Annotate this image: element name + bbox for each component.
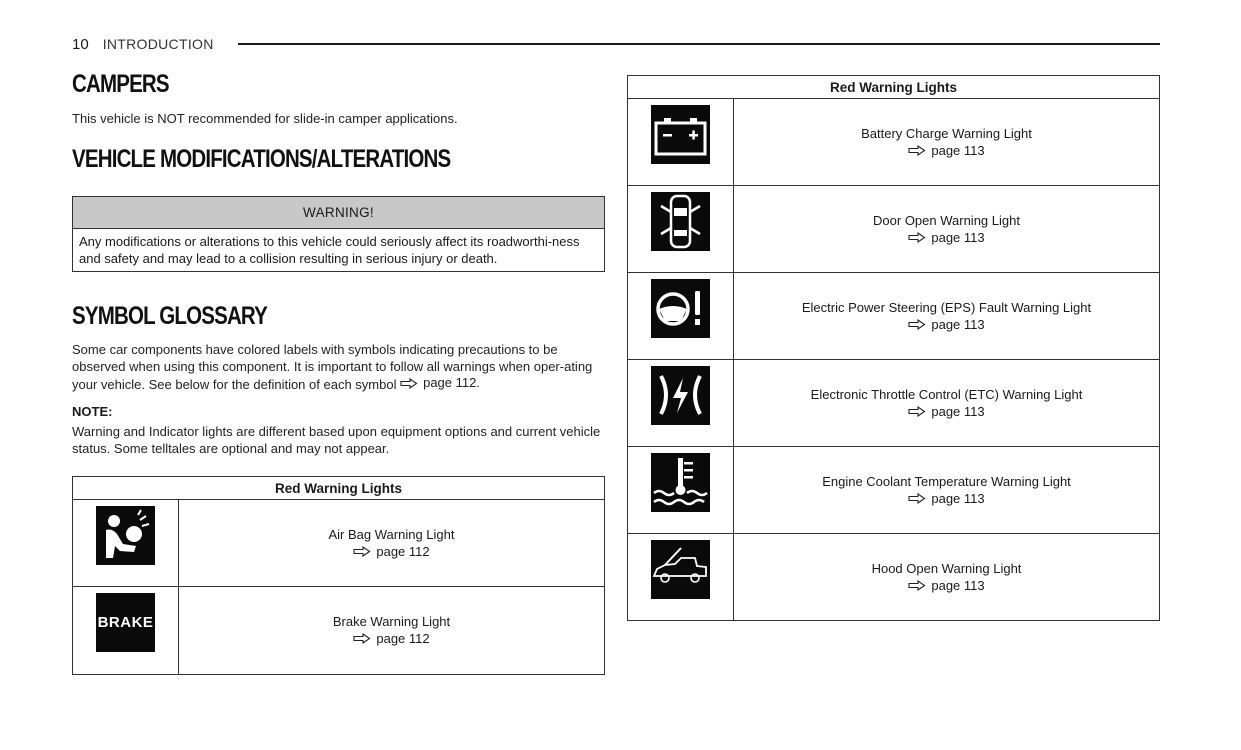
page-ref-link[interactable] xyxy=(908,316,984,333)
page-ref-link[interactable] xyxy=(908,142,984,159)
page-arrow-icon xyxy=(908,406,926,417)
brake-icon xyxy=(96,593,155,652)
table-row xyxy=(628,534,1160,621)
campers-heading: CAMPERS xyxy=(72,70,169,98)
left-warning-table xyxy=(72,476,605,675)
glossary-paragraph: Some car components have colored labels with symbols indicating precautions to be observed when using this component. It is important to follow all warnings when oper-ating your vehicle. See below for the definition of each symbol xyxy=(72,342,593,392)
table-row xyxy=(73,587,605,675)
page-arrow-icon xyxy=(400,378,418,389)
page-arrow-icon xyxy=(353,546,371,557)
page-ref-text: page 113 xyxy=(931,229,985,245)
hood-open-icon xyxy=(651,540,710,599)
page-ref-text: page 113 xyxy=(931,142,985,158)
page-number: 10 xyxy=(72,35,89,53)
glossary-page-ref[interactable] xyxy=(400,375,480,392)
light-name: Battery Charge Warning Light xyxy=(861,125,1032,141)
airbag-icon xyxy=(96,506,155,565)
page-ref-text: page 113 xyxy=(931,490,985,506)
light-name: Door Open Warning Light xyxy=(873,212,1020,228)
page-ref-text: page 113 xyxy=(931,316,985,332)
light-name: Electric Power Steering (EPS) Fault Warning Light xyxy=(801,299,1092,315)
glossary-ref-text: page 112. xyxy=(423,375,480,390)
steering-fault-icon xyxy=(651,279,710,338)
table-row xyxy=(628,360,1160,447)
table-header: Red Warning Lights xyxy=(73,477,605,500)
table-row xyxy=(73,500,605,587)
page-arrow-icon xyxy=(908,580,926,591)
note-label: NOTE: xyxy=(72,404,113,419)
page-ref-text: page 112 xyxy=(376,631,430,646)
page-ref-link[interactable] xyxy=(908,490,984,507)
battery-icon xyxy=(651,105,710,164)
brake-icon-label: BRAKE xyxy=(97,614,154,631)
light-name: Electronic Throttle Control (ETC) Warning Light xyxy=(810,386,1083,402)
page-ref-text: page 113 xyxy=(931,403,985,419)
note-text: Warning and Indicator lights are different based upon equipment options and current vehicle status. Some telltales are optional and may not appear. xyxy=(72,424,601,456)
header-rule xyxy=(238,43,1160,45)
light-name: Hood Open Warning Light xyxy=(871,560,1022,576)
glossary-text xyxy=(72,342,604,393)
page-ref-text: page 112 xyxy=(376,543,430,559)
page-arrow-icon xyxy=(908,232,926,243)
table-header: Red Warning Lights xyxy=(628,76,1160,99)
page-arrow-icon xyxy=(353,633,371,644)
light-name: Brake Warning Light xyxy=(332,614,451,629)
warning-box xyxy=(72,196,605,272)
page-ref-link[interactable] xyxy=(353,630,429,647)
campers-text: This vehicle is NOT recommended for slide-in camper applications. xyxy=(72,111,458,126)
light-name: Engine Coolant Temperature Warning Light xyxy=(822,473,1071,489)
right-warning-table xyxy=(627,75,1160,621)
throttle-control-icon xyxy=(651,366,710,425)
glossary-heading: SYMBOL GLOSSARY xyxy=(72,302,268,330)
page-arrow-icon xyxy=(908,319,926,330)
page-header xyxy=(72,34,1160,54)
section-name: INTRODUCTION xyxy=(102,36,214,52)
table-row xyxy=(628,99,1160,186)
page-ref-link[interactable] xyxy=(908,403,984,420)
page-ref-link[interactable] xyxy=(908,577,984,594)
coolant-temp-icon xyxy=(651,453,710,512)
page-ref-link[interactable] xyxy=(908,229,984,246)
page-ref-link[interactable] xyxy=(353,543,429,560)
door-open-icon xyxy=(651,192,710,251)
page-arrow-icon xyxy=(908,145,926,156)
page-arrow-icon xyxy=(908,493,926,504)
warning-title: WARNING! xyxy=(73,197,604,229)
table-row xyxy=(628,273,1160,360)
warning-text: Any modifications or alterations to this vehicle could seriously affect its roadworthi-ness and safety and may lead to a collision resulting in serious injury or death. xyxy=(79,234,580,266)
page-ref-text: page 113 xyxy=(931,577,985,593)
light-name: Air Bag Warning Light xyxy=(328,526,455,542)
table-row xyxy=(628,186,1160,273)
table-row xyxy=(628,447,1160,534)
modifications-heading: VEHICLE MODIFICATIONS/ALTERATIONS xyxy=(72,145,451,173)
